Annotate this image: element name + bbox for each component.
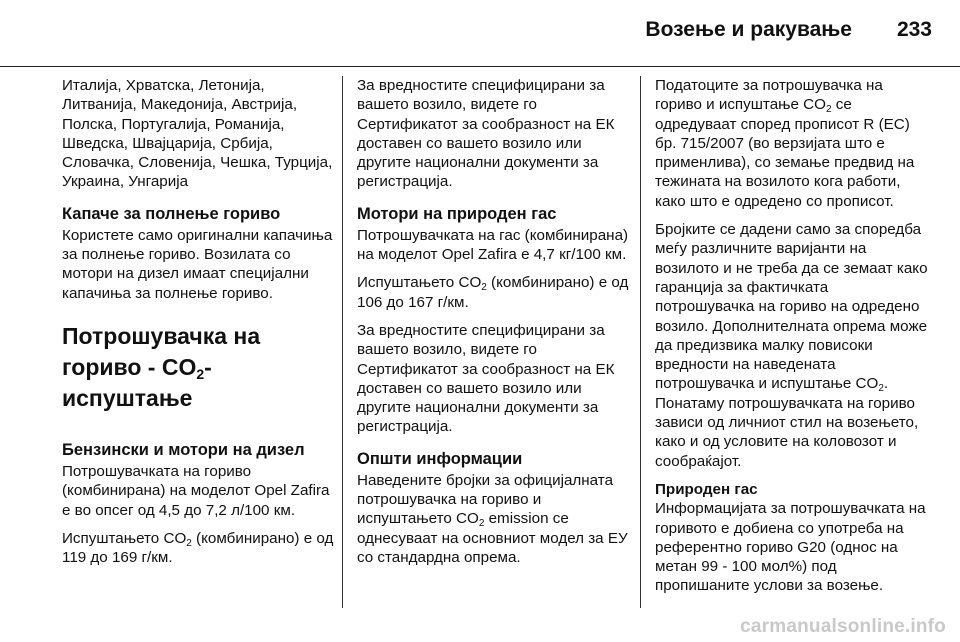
- countries-list: Италија, Хрватска, Летонија, Литванија, Македонија, Австрија, Полска, Португалија, Романија, Шведска, Швајцарија, Србија, Словачка, Словенија, Чешка, Турција, Украина, Унгарија: [62, 77, 333, 191]
- column-2: [357, 76, 629, 576]
- natural-gas-heading: Природен гас: [655, 480, 758, 498]
- petrol-diesel-heading: Бензински и мотори на дизел: [62, 440, 305, 459]
- column-3: [655, 76, 930, 605]
- page-number: 233: [896, 18, 932, 41]
- general-info-heading: Општи информации: [357, 449, 523, 468]
- specific-values-text-2: За вредностите специфицирани за вашето возило, видете го Сертификатот за сообразност на ЕК доставен со вашето возило или другите национални документи за регистрација.: [357, 321, 615, 436]
- consumption-heading: Потрошувачка на гориво - $CO_2$-испуштање: [62, 322, 261, 411]
- fuel-cap-text: Користете само оригинални капачиња за полнење гориво. Возилата со мотори на дизел имаат специјални капачиња за полнење гориво.: [62, 226, 333, 302]
- column-1: [62, 76, 334, 576]
- figures-comparison-text: Бројките се дадени само за споредба меѓу различните варијанти на возилото и не треба да се земаат како гаранција за фактичката потрошувачка на гориво на одредено возило. Дополнителната опрема може да предизвика малку повисоки вредности на наведената потрошувачка и испуштање $CO_2$. Понатаму потрошувачката на гориво зависи од личниот стил на возењето, како и од условите на коловозот и сообраќајот.: [655, 221, 928, 470]
- general-info-text: Наведените бројки за официјалната потрошувачка на гориво и испуштањето $CO_2$ emission се однесуваат на основниот модел за ЕУ со стандардна опрема.: [357, 471, 628, 566]
- data-regulation-text: Податоците за потрошувачка на гориво и испуштање $CO_2$ се одредуваат според прописот R (EC) бр. 715/2007 (во верзијата што е применлива), со земање предвид на тежината на возилото кога работи, како што е одредено со прописот.: [655, 77, 915, 210]
- page-header: [0, 0, 960, 67]
- natural-gas-text: Информацијата за потрошувачката на горивото е добиена со употреба на референтно гориво G20 (однос на метан 99 - 100 мол%) под пропишаните услови за возење.: [655, 500, 926, 595]
- petrol-diesel-text: Потрошувачката на гориво (комбинирана) на моделот Opel Zafira е во опсег од 4,5 до 7,2 л/100 км.: [62, 462, 330, 519]
- cng-emission: Испуштањето $CO_2$ (комбинирано) е од 106 до 167 г/км.: [357, 274, 629, 311]
- column-divider-2: [640, 76, 641, 608]
- column-divider-1: [342, 76, 343, 608]
- cng-text: Потрошувачката на гас (комбинирана) на моделот Opel Zafira е 4,7 кг/100 км.: [357, 226, 629, 264]
- specific-values-text-1: За вредностите специфицирани за вашето возило, видете го Сертификатот за сообразност на ЕК доставен со вашето возило или другите национални документи за регистрација.: [357, 77, 615, 191]
- petrol-diesel-emission: Испуштањето $CO_2$ (комбинирано) е од 119 до 169 г/км.: [62, 529, 334, 567]
- fuel-cap-heading: Капаче за полнење гориво: [62, 204, 281, 223]
- cng-heading: Мотори на природен гас: [357, 204, 557, 223]
- section-title: Возење и ракување: [645, 18, 852, 41]
- watermark-text: carmanualsonline.info: [740, 616, 946, 637]
